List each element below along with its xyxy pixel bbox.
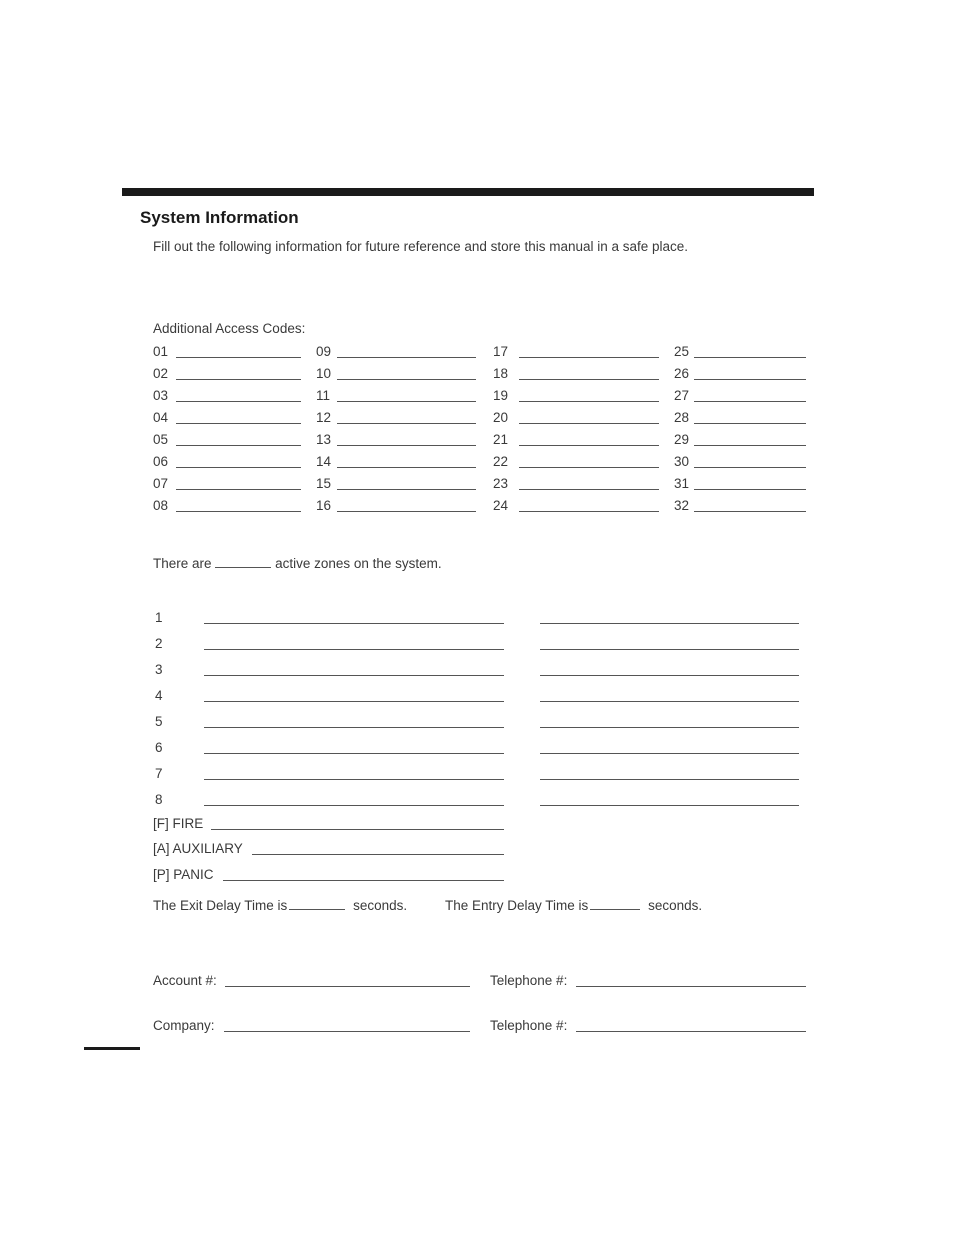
zone-description-field[interactable] xyxy=(204,649,504,650)
access-code-field[interactable] xyxy=(694,445,806,446)
access-code-field[interactable] xyxy=(694,357,806,358)
access-code-field[interactable] xyxy=(694,423,806,424)
company-field[interactable] xyxy=(224,1031,470,1032)
zone-auxiliary-field[interactable] xyxy=(252,854,504,855)
company-label: Company: xyxy=(153,1018,215,1033)
access-code-label: 12 xyxy=(316,410,332,425)
access-code-label: 18 xyxy=(493,366,509,381)
telephone-label-1: Telephone #: xyxy=(490,973,568,988)
access-code-field[interactable] xyxy=(337,489,476,490)
entry-delay-line xyxy=(445,897,702,914)
access-code-field[interactable] xyxy=(519,357,659,358)
exit-delay-line xyxy=(153,897,407,914)
telephone-field-1[interactable] xyxy=(576,986,806,987)
access-code-field[interactable] xyxy=(694,489,806,490)
access-code-label: 30 xyxy=(674,454,690,469)
access-code-field[interactable] xyxy=(337,445,476,446)
access-code-field[interactable] xyxy=(176,379,301,380)
access-code-field[interactable] xyxy=(176,489,301,490)
zone-number: 3 xyxy=(155,662,163,677)
section-title: System Information xyxy=(140,208,299,227)
access-code-label: 22 xyxy=(493,454,509,469)
access-code-label: 19 xyxy=(493,388,509,403)
access-code-field[interactable] xyxy=(519,401,659,402)
access-code-label: 20 xyxy=(493,410,509,425)
entry-delay-field[interactable] xyxy=(590,897,640,910)
zone-number: 7 xyxy=(155,766,163,781)
access-code-field[interactable] xyxy=(176,423,301,424)
zone-auxiliary-label: [A] AUXILIARY xyxy=(153,841,243,856)
top-rule xyxy=(122,188,814,196)
access-code-label: 07 xyxy=(153,476,169,491)
zone-type-field[interactable] xyxy=(540,675,799,676)
access-code-label: 11 xyxy=(316,388,331,403)
access-code-label: 04 xyxy=(153,410,169,425)
zone-type-field[interactable] xyxy=(540,649,799,650)
access-code-field[interactable] xyxy=(176,401,301,402)
access-code-field[interactable] xyxy=(337,511,476,512)
access-code-field[interactable] xyxy=(337,357,476,358)
access-code-field[interactable] xyxy=(519,489,659,490)
exit-delay-suffix: seconds. xyxy=(353,898,408,913)
zone-number: 5 xyxy=(155,714,163,729)
access-code-label: 05 xyxy=(153,432,169,447)
zone-type-field[interactable] xyxy=(540,623,799,624)
zones-sentence-prefix: There are xyxy=(153,556,212,571)
access-code-field[interactable] xyxy=(694,401,806,402)
zone-fire-label: [F] FIRE xyxy=(153,816,204,831)
zones-sentence xyxy=(153,555,442,572)
zone-number: 4 xyxy=(155,688,163,703)
zone-number: 2 xyxy=(155,636,163,651)
access-code-field[interactable] xyxy=(694,467,806,468)
zone-number: 1 xyxy=(155,610,163,625)
access-code-label: 10 xyxy=(316,366,332,381)
telephone-label-2: Telephone #: xyxy=(490,1018,568,1033)
account-field[interactable] xyxy=(225,986,470,987)
zone-type-field[interactable] xyxy=(540,779,799,780)
access-code-field[interactable] xyxy=(337,467,476,468)
access-code-field[interactable] xyxy=(337,423,476,424)
entry-delay-suffix: seconds. xyxy=(648,898,703,913)
access-code-field[interactable] xyxy=(519,511,659,512)
access-code-label: 24 xyxy=(493,498,509,513)
zone-panic-field[interactable] xyxy=(223,880,504,881)
zone-description-field[interactable] xyxy=(204,623,504,624)
exit-delay-prefix: The Exit Delay Time is xyxy=(153,898,288,913)
zone-description-field[interactable] xyxy=(204,805,504,806)
access-code-label: 16 xyxy=(316,498,332,513)
access-code-field[interactable] xyxy=(337,401,476,402)
zone-number: 6 xyxy=(155,740,163,755)
access-code-field[interactable] xyxy=(519,445,659,446)
intro-text: Fill out the following information for future reference and store this manual in a safe place. xyxy=(153,239,689,254)
zone-panic-label: [P] PANIC xyxy=(153,867,214,882)
access-codes-label: Additional Access Codes: xyxy=(153,321,306,336)
zone-description-field[interactable] xyxy=(204,727,504,728)
entry-delay-prefix: The Entry Delay Time is xyxy=(445,898,589,913)
access-code-label: 14 xyxy=(316,454,332,469)
access-code-label: 08 xyxy=(153,498,169,513)
access-code-field[interactable] xyxy=(519,379,659,380)
zones-sentence-suffix: active zones on the system. xyxy=(275,556,442,571)
zone-description-field[interactable] xyxy=(204,701,504,702)
access-code-label: 29 xyxy=(674,432,690,447)
access-code-label: 02 xyxy=(153,366,169,381)
zone-type-field[interactable] xyxy=(540,805,799,806)
access-code-label: 21 xyxy=(493,432,509,447)
access-code-label: 03 xyxy=(153,388,169,403)
access-code-label: 32 xyxy=(674,498,690,513)
access-code-label: 31 xyxy=(674,476,690,491)
access-code-label: 15 xyxy=(316,476,332,491)
exit-delay-field[interactable] xyxy=(289,897,345,910)
telephone-field-2[interactable] xyxy=(576,1031,806,1032)
access-code-field[interactable] xyxy=(176,445,301,446)
access-code-label: 26 xyxy=(674,366,690,381)
access-code-label: 27 xyxy=(674,388,690,403)
access-code-label: 17 xyxy=(493,344,509,359)
access-code-label: 01 xyxy=(153,344,169,359)
access-code-label: 09 xyxy=(316,344,332,359)
access-code-label: 06 xyxy=(153,454,169,469)
access-code-label: 13 xyxy=(316,432,332,447)
access-code-field[interactable] xyxy=(337,379,476,380)
bottom-rule xyxy=(84,1047,140,1050)
zone-description-field[interactable] xyxy=(204,779,504,780)
access-code-field[interactable] xyxy=(519,467,659,468)
access-code-field[interactable] xyxy=(176,511,301,512)
access-code-field[interactable] xyxy=(694,379,806,380)
access-code-field[interactable] xyxy=(519,423,659,424)
zone-count-field[interactable] xyxy=(215,555,271,568)
zone-type-field[interactable] xyxy=(540,701,799,702)
zone-fire-field[interactable] xyxy=(211,829,504,830)
access-code-field[interactable] xyxy=(176,357,301,358)
access-code-label: 23 xyxy=(493,476,509,491)
zone-description-field[interactable] xyxy=(204,753,504,754)
zone-description-field[interactable] xyxy=(204,675,504,676)
account-label: Account #: xyxy=(153,973,217,988)
zone-number: 8 xyxy=(155,792,163,807)
zone-type-field[interactable] xyxy=(540,727,799,728)
zone-type-field[interactable] xyxy=(540,753,799,754)
access-code-label: 25 xyxy=(674,344,690,359)
access-code-field[interactable] xyxy=(694,511,806,512)
access-code-field[interactable] xyxy=(176,467,301,468)
access-code-label: 28 xyxy=(674,410,690,425)
